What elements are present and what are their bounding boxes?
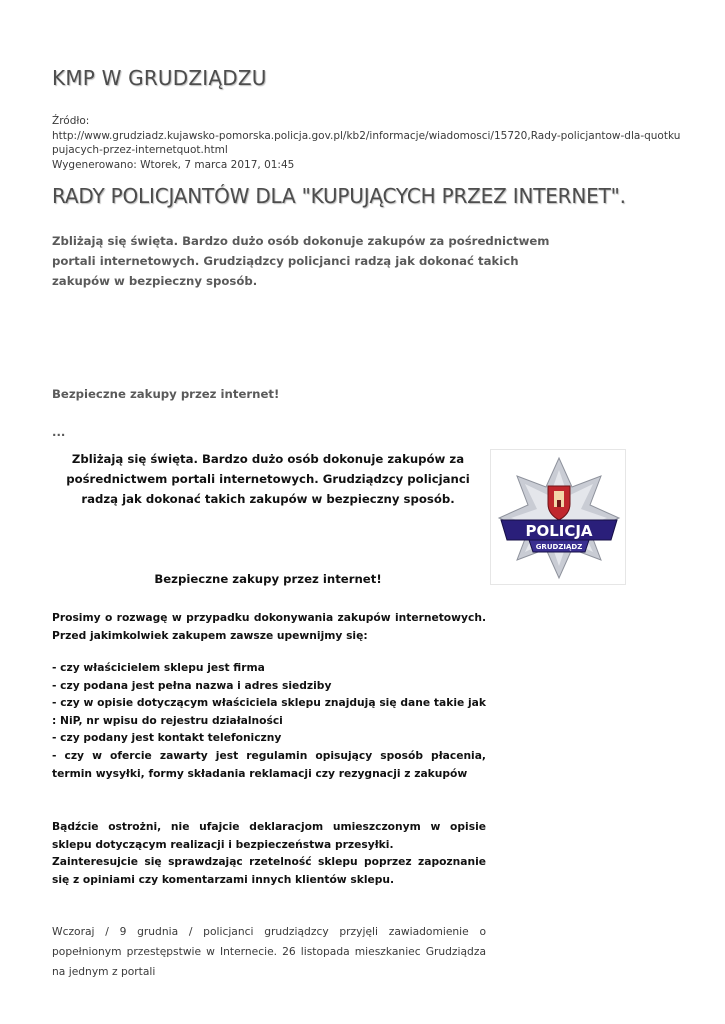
- checklist-item: - czy właścicielem sklepu jest firma: [52, 661, 265, 674]
- warning-paragraph: Zainteresujcie się sprawdzając rzetelność sklepu poprzez zapoznanie się z opiniami czy komentarzami innych klientów sklepu.: [52, 855, 486, 886]
- warning-paragraph: Bądźcie ostrożni, nie ufajcie deklaracjom umieszczonym w opisie sklepu dotyczącym realizacji i bezpieczeństwa przesyłki.: [52, 820, 486, 851]
- site-title: KMP W GRUDZIĄDZU: [52, 66, 267, 90]
- castle-gate: [557, 500, 561, 507]
- checklist-item: - czy podany jest kontakt telefoniczny: [52, 731, 282, 745]
- section-heading: Bezpieczne zakupy przez internet!: [52, 387, 280, 401]
- ellipsis: ...: [52, 425, 66, 439]
- article-title: RADY POLICJANTÓW DLA "KUPUJĄCYCH PRZEZ INTERNET".: [52, 184, 626, 208]
- intro-paragraph: Zbliżają się święta. Bardzo dużo osób dokonuje zakupów za pośrednictwem portali internetowych. Grudziądzcy policjanci radzą jak dokonać takich zakupów w bezpieczny sposób.: [66, 452, 470, 506]
- warning-block: [52, 818, 486, 888]
- banner-text: POLICJA: [525, 522, 593, 540]
- source-meta: [52, 114, 682, 172]
- police-star-badge-icon: [491, 450, 627, 586]
- checklist-item: - czy w ofercie zawarty jest regulamin opisujący sposób płacenia, termin wysyłki, formy składania reklamacji czy rezygnacji z zakupów: [52, 748, 486, 780]
- article-lead: Zbliżają się święta. Bardzo dużo osób dokonuje zakupów za pośrednictwem portali internetowych. Grudziądzcy policjanci radzą jak dokonać takich zakupów w bezpieczny sposób.: [52, 234, 550, 288]
- prosimy-paragraph: Prosimy o rozwagę w przypadku dokonywania zakupów internetowych. Przed jakimkolwiek zakupem zawsze upewnijmy się:: [52, 611, 486, 642]
- banner-city-text: GRUDZIĄDZ: [535, 543, 583, 551]
- checklist-item: - czy w opisie dotyczącym właściciela sklepu znajdują się dane takie jak : NiP, nr wpisu do rejestru działalności: [52, 696, 486, 727]
- news-paragraph: Wczoraj / 9 grudnia / policjanci grudziądzcy przyjęli zawiadomienie o popełnionym przestępstwie w Internecie. 26 listopada mieszkaniec Grudziądza na jednym z portali: [52, 925, 486, 978]
- police-logo: [490, 449, 626, 585]
- checklist: [52, 659, 486, 782]
- source-label: Źródło:: [52, 115, 90, 127]
- subheading-center: Bezpieczne zakupy przez internet!: [154, 572, 382, 586]
- generated-date: Wygenerowano: Wtorek, 7 marca 2017, 01:45: [52, 158, 295, 171]
- checklist-item: - czy podana jest pełna nazwa i adres siedziby: [52, 678, 332, 692]
- source-url[interactable]: http://www.grudziadz.kujawsko-pomorska.policja.gov.pl/kb2/informacje/wiadomosci/15720,Rady-policjantow-dla-quotkupujacych-przez-internetquot.html: [52, 129, 681, 157]
